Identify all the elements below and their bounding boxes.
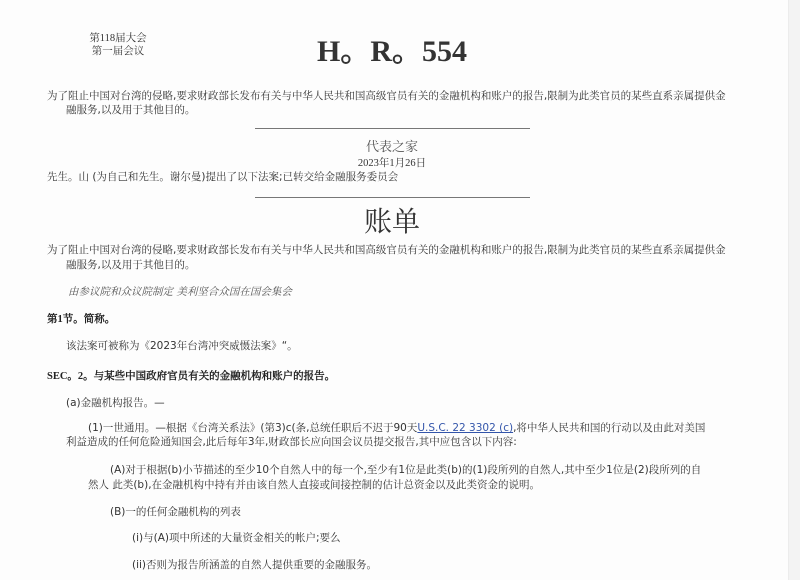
subparagraph-b: (B)一的任何金融机构的列表 — [110, 506, 241, 518]
usc-link[interactable]: U.S.C. 22 3302 (c) — [417, 422, 514, 434]
vertical-scrollbar[interactable] — [788, 0, 800, 580]
section-2-heading: SEC。2。与某些中国政府官员有关的金融机构和账户的报告。 — [47, 371, 336, 382]
section-1-heading: 第1节。简称。 — [47, 314, 116, 325]
paragraph-1-text-cont: ,将中华人民共和国的行动以及由此对美国 — [513, 422, 706, 434]
purpose-top-line1: 为了阻止中国对台湾的侵略,要求财政部长发布有关与中华人民共和国高级官员有关的金融机构和账户的报告,限制为此类官员的某些直系亲属提供金 — [47, 90, 726, 102]
clause-ii: (ii)否则为报告所涵盖的自然人提供重要的金融服务。 — [132, 559, 378, 571]
divider — [255, 197, 530, 198]
paragraph-1-line1 — [88, 421, 705, 435]
divider — [255, 128, 530, 129]
paragraph-1-line2: 利益造成的任何危险通知国会,此后每年3年,财政部长应向国会议员提交报告,其中应包含以下内容: — [66, 436, 517, 448]
subsection-a: (a)金融机构报告。— — [66, 397, 165, 409]
bill-number: H。R。554 — [317, 35, 467, 68]
purpose-top-line2: 融服务,以及用于其他目的。 — [66, 104, 196, 116]
paragraph-1-text: (1)一世通用。—根据《台湾关系法》(第3)c(条,总统任职后不迟于90天 — [88, 422, 418, 434]
congress-label: 第118届大会 — [89, 33, 147, 44]
clause-i: (i)与(A)项中所述的大量资金相关的帐户;要么 — [132, 532, 341, 544]
subparagraph-a-line2: 然人 此类(b),在金融机构中持有并由该自然人直接或间接控制的估计总资金以及此类资金的说明。 — [88, 479, 541, 491]
subparagraph-a-line1: (A)对于根据(b)小节描述的至少10个自然人中的每一个,至少有1位是此类(b)的(1)段所列的自然人,其中至少1位是(2)段所列的自 — [110, 464, 702, 476]
purpose-line2: 融服务,以及用于其他目的。 — [66, 259, 196, 271]
session-label: 第一届会议 — [91, 46, 145, 57]
house-label: 代表之家 — [365, 139, 418, 154]
purpose-line1: 为了阻止中国对台湾的侵略,要求财政部长发布有关与中华人民共和国高级官员有关的金融机构和账户的报告,限制为此类官员的某些直系亲属提供金 — [47, 244, 726, 256]
section-1-text: 该法案可被称为《2023年台湾冲突威慑法案》“。 — [66, 340, 298, 352]
bill-title: 账单 — [363, 207, 420, 238]
date: 2023年1月26日 — [357, 158, 427, 169]
enacting-clause: 由参议院和众议院制定 美利坚合众国在国会集会 — [68, 286, 292, 298]
sponsor-line: 先生。山 (为自己和先生。谢尔曼)提出了以下法案;已转交给金融服务委员会 — [47, 171, 399, 183]
